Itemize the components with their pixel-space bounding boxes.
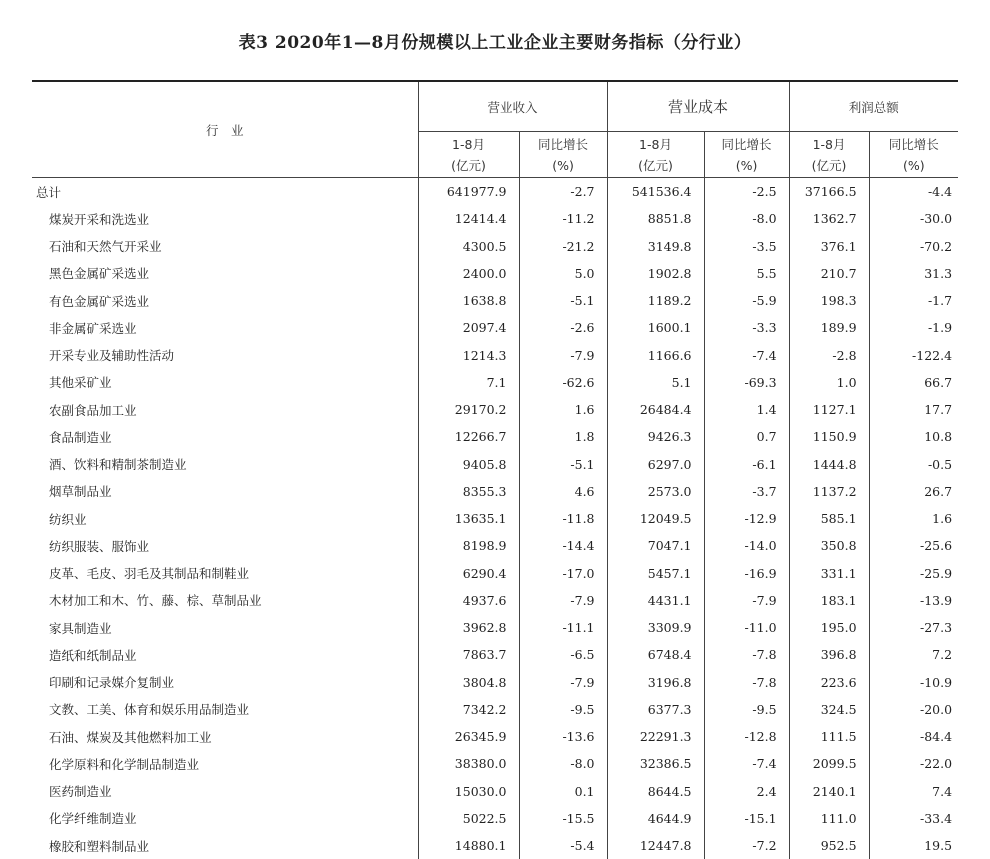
profit-growth-cell: 7.2 [869, 641, 958, 668]
industry-name: 造纸和纸制品业 [32, 641, 418, 668]
header-revenue-growth: 同比增长 (%) [519, 132, 607, 178]
profit-value-cell: 2099.5 [789, 750, 869, 777]
profit-value-cell: 195.0 [789, 614, 869, 641]
cost-value-cell: 6748.4 [607, 641, 704, 668]
profit-growth-cell: -22.0 [869, 750, 958, 777]
industry-name: 开采专业及辅助性活动 [32, 342, 418, 369]
cost-growth-cell: 5.5 [704, 260, 789, 287]
profit-value-cell: 1137.2 [789, 478, 869, 505]
revenue-growth-cell: -62.6 [519, 369, 607, 396]
revenue-value-cell: 8198.9 [418, 532, 519, 559]
table-row [32, 260, 958, 287]
table-row [32, 669, 958, 696]
cost-growth-cell: -3.3 [704, 314, 789, 341]
cost-value-cell: 9426.3 [607, 423, 704, 450]
profit-value-cell: 2140.1 [789, 778, 869, 805]
industry-name: 化学纤维制造业 [32, 805, 418, 832]
table-row [32, 205, 958, 232]
industry-name: 石油、煤炭及其他燃料加工业 [32, 723, 418, 750]
cost-growth-cell: -2.5 [704, 178, 789, 206]
revenue-growth-cell: -21.2 [519, 233, 607, 260]
revenue-value-cell: 2097.4 [418, 314, 519, 341]
revenue-growth-cell: -17.0 [519, 560, 607, 587]
table-row [32, 342, 958, 369]
cost-value-cell: 6297.0 [607, 451, 704, 478]
cost-value-cell: 4644.9 [607, 805, 704, 832]
revenue-value-cell: 26345.9 [418, 723, 519, 750]
revenue-value-cell: 4300.5 [418, 233, 519, 260]
table-row [32, 314, 958, 341]
revenue-value-cell: 29170.2 [418, 396, 519, 423]
industry-name: 化学原料和化学制品制造业 [32, 750, 418, 777]
cost-value-cell: 22291.3 [607, 723, 704, 750]
cost-growth-cell: 1.4 [704, 396, 789, 423]
industry-name: 煤炭开采和洗选业 [32, 205, 418, 232]
table-row [32, 396, 958, 423]
revenue-value-cell: 5022.5 [418, 805, 519, 832]
industry-name: 纺织服装、服饰业 [32, 532, 418, 559]
revenue-value-cell: 2400.0 [418, 260, 519, 287]
industry-name: 皮革、毛皮、羽毛及其制品和制鞋业 [32, 560, 418, 587]
profit-value-cell: 210.7 [789, 260, 869, 287]
industry-name: 纺织业 [32, 505, 418, 532]
profit-value-cell: -2.8 [789, 342, 869, 369]
revenue-growth-cell: 0.1 [519, 778, 607, 805]
cost-value-cell: 8851.8 [607, 205, 704, 232]
cost-value-cell: 3149.8 [607, 233, 704, 260]
profit-value-cell: 376.1 [789, 233, 869, 260]
header-cost-value: 1-8月 (亿元) [607, 132, 704, 178]
revenue-value-cell: 4937.6 [418, 587, 519, 614]
cost-growth-cell: -7.4 [704, 342, 789, 369]
cost-value-cell: 3309.9 [607, 614, 704, 641]
profit-growth-cell: 26.7 [869, 478, 958, 505]
table-title: 表3 2020年1—8月份规模以上工业企业主要财务指标（分行业） [0, 28, 990, 53]
cost-value-cell: 12447.8 [607, 832, 704, 859]
header-row-groups [32, 82, 958, 132]
profit-growth-cell: -70.2 [869, 233, 958, 260]
profit-growth-cell: 1.6 [869, 505, 958, 532]
profit-growth-cell: -1.7 [869, 287, 958, 314]
revenue-value-cell: 38380.0 [418, 750, 519, 777]
table-row [32, 723, 958, 750]
table-row [32, 532, 958, 559]
table-row [32, 587, 958, 614]
industry-name: 非金属矿采选业 [32, 314, 418, 341]
revenue-growth-cell: -5.4 [519, 832, 607, 859]
table-row [32, 696, 958, 723]
profit-value-cell: 1444.8 [789, 451, 869, 478]
cost-growth-cell: -3.5 [704, 233, 789, 260]
header-profit-value: 1-8月 (亿元) [789, 132, 869, 178]
revenue-growth-cell: 5.0 [519, 260, 607, 287]
revenue-value-cell: 3804.8 [418, 669, 519, 696]
table-row [32, 287, 958, 314]
cost-value-cell: 6377.3 [607, 696, 704, 723]
table-row [32, 832, 958, 859]
table-body [32, 178, 958, 859]
revenue-value-cell: 7863.7 [418, 641, 519, 668]
industry-name: 印刷和记录媒介复制业 [32, 669, 418, 696]
industry-name: 烟草制品业 [32, 478, 418, 505]
profit-growth-cell: -84.4 [869, 723, 958, 750]
profit-growth-cell: -25.9 [869, 560, 958, 587]
cost-growth-cell: -6.1 [704, 451, 789, 478]
table-row [32, 478, 958, 505]
table-row [32, 451, 958, 478]
cost-value-cell: 4431.1 [607, 587, 704, 614]
industry-name: 总计 [32, 178, 418, 206]
cost-value-cell: 1189.2 [607, 287, 704, 314]
revenue-value-cell: 7342.2 [418, 696, 519, 723]
industry-name: 家具制造业 [32, 614, 418, 641]
profit-growth-cell: 66.7 [869, 369, 958, 396]
profit-value-cell: 1362.7 [789, 205, 869, 232]
cost-value-cell: 12049.5 [607, 505, 704, 532]
cost-value-cell: 541536.4 [607, 178, 704, 206]
profit-value-cell: 1.0 [789, 369, 869, 396]
profit-value-cell: 350.8 [789, 532, 869, 559]
profit-value-cell: 111.5 [789, 723, 869, 750]
industry-name: 文教、工美、体育和娱乐用品制造业 [32, 696, 418, 723]
cost-growth-cell: -14.0 [704, 532, 789, 559]
cost-growth-cell: -9.5 [704, 696, 789, 723]
cost-growth-cell: -16.9 [704, 560, 789, 587]
cost-growth-cell: -7.4 [704, 750, 789, 777]
header-profit-growth: 同比增长 (%) [869, 132, 958, 178]
profit-value-cell: 585.1 [789, 505, 869, 532]
profit-growth-cell: -13.9 [869, 587, 958, 614]
revenue-value-cell: 7.1 [418, 369, 519, 396]
cost-value-cell: 5457.1 [607, 560, 704, 587]
revenue-value-cell: 1638.8 [418, 287, 519, 314]
cost-value-cell: 26484.4 [607, 396, 704, 423]
revenue-growth-cell: -7.9 [519, 669, 607, 696]
cost-value-cell: 1902.8 [607, 260, 704, 287]
revenue-growth-cell: -8.0 [519, 750, 607, 777]
cost-growth-cell: 2.4 [704, 778, 789, 805]
cost-value-cell: 7047.1 [607, 532, 704, 559]
profit-value-cell: 183.1 [789, 587, 869, 614]
profit-value-cell: 37166.5 [789, 178, 869, 206]
profit-growth-cell: -25.6 [869, 532, 958, 559]
table-row [32, 178, 958, 206]
cost-growth-cell: -7.2 [704, 832, 789, 859]
table-row [32, 233, 958, 260]
industry-name: 食品制造业 [32, 423, 418, 450]
cost-value-cell: 1166.6 [607, 342, 704, 369]
revenue-value-cell: 9405.8 [418, 451, 519, 478]
cost-growth-cell: -7.8 [704, 669, 789, 696]
profit-growth-cell: -33.4 [869, 805, 958, 832]
profit-value-cell: 189.9 [789, 314, 869, 341]
profit-value-cell: 324.5 [789, 696, 869, 723]
revenue-value-cell: 15030.0 [418, 778, 519, 805]
profit-growth-cell: 19.5 [869, 832, 958, 859]
revenue-growth-cell: -7.9 [519, 587, 607, 614]
revenue-growth-cell: -2.7 [519, 178, 607, 206]
table-row [32, 778, 958, 805]
cost-growth-cell: -7.9 [704, 587, 789, 614]
industry-name: 黑色金属矿采选业 [32, 260, 418, 287]
cost-growth-cell: -15.1 [704, 805, 789, 832]
profit-value-cell: 1150.9 [789, 423, 869, 450]
revenue-value-cell: 14880.1 [418, 832, 519, 859]
header-revenue: 营业收入 [418, 82, 607, 132]
revenue-growth-cell: -13.6 [519, 723, 607, 750]
financial-indicators-table [32, 82, 958, 859]
cost-growth-cell: 0.7 [704, 423, 789, 450]
revenue-value-cell: 12266.7 [418, 423, 519, 450]
table-row [32, 614, 958, 641]
header-revenue-value: 1-8月 (亿元) [418, 132, 519, 178]
revenue-value-cell: 8355.3 [418, 478, 519, 505]
header-cost: 营业成本 [607, 82, 789, 132]
cost-value-cell: 1600.1 [607, 314, 704, 341]
profit-growth-cell: 31.3 [869, 260, 958, 287]
cost-growth-cell: -69.3 [704, 369, 789, 396]
cost-growth-cell: -11.0 [704, 614, 789, 641]
cost-growth-cell: -12.9 [704, 505, 789, 532]
header-profit: 利润总额 [789, 82, 958, 132]
table-row [32, 369, 958, 396]
profit-growth-cell: -1.9 [869, 314, 958, 341]
cost-growth-cell: -12.8 [704, 723, 789, 750]
profit-growth-cell: -30.0 [869, 205, 958, 232]
revenue-growth-cell: -7.9 [519, 342, 607, 369]
industry-name: 石油和天然气开采业 [32, 233, 418, 260]
profit-value-cell: 331.1 [789, 560, 869, 587]
revenue-growth-cell: -6.5 [519, 641, 607, 668]
revenue-growth-cell: -11.1 [519, 614, 607, 641]
revenue-growth-cell: 1.8 [519, 423, 607, 450]
profit-value-cell: 1127.1 [789, 396, 869, 423]
table-row [32, 805, 958, 832]
header-cost-growth: 同比增长 (%) [704, 132, 789, 178]
profit-value-cell: 198.3 [789, 287, 869, 314]
industry-name: 有色金属矿采选业 [32, 287, 418, 314]
table-row [32, 560, 958, 587]
profit-growth-cell: 10.8 [869, 423, 958, 450]
revenue-growth-cell: -11.8 [519, 505, 607, 532]
industry-name: 其他采矿业 [32, 369, 418, 396]
revenue-value-cell: 6290.4 [418, 560, 519, 587]
cost-value-cell: 8644.5 [607, 778, 704, 805]
table-row [32, 750, 958, 777]
profit-value-cell: 223.6 [789, 669, 869, 696]
cost-value-cell: 5.1 [607, 369, 704, 396]
table-row [32, 423, 958, 450]
cost-value-cell: 2573.0 [607, 478, 704, 505]
profit-growth-cell: -0.5 [869, 451, 958, 478]
revenue-growth-cell: 1.6 [519, 396, 607, 423]
revenue-growth-cell: -11.2 [519, 205, 607, 232]
profit-value-cell: 396.8 [789, 641, 869, 668]
revenue-growth-cell: -5.1 [519, 287, 607, 314]
header-industry: 行 业 [32, 82, 418, 178]
profit-growth-cell: -27.3 [869, 614, 958, 641]
profit-growth-cell: 7.4 [869, 778, 958, 805]
industry-name: 木材加工和木、竹、藤、棕、草制品业 [32, 587, 418, 614]
revenue-value-cell: 1214.3 [418, 342, 519, 369]
revenue-growth-cell: -14.4 [519, 532, 607, 559]
cost-value-cell: 32386.5 [607, 750, 704, 777]
profit-growth-cell: -20.0 [869, 696, 958, 723]
industry-name: 酒、饮料和精制茶制造业 [32, 451, 418, 478]
industry-name: 农副食品加工业 [32, 396, 418, 423]
revenue-growth-cell: -5.1 [519, 451, 607, 478]
profit-growth-cell: 17.7 [869, 396, 958, 423]
revenue-value-cell: 12414.4 [418, 205, 519, 232]
revenue-growth-cell: 4.6 [519, 478, 607, 505]
industry-name: 医药制造业 [32, 778, 418, 805]
revenue-value-cell: 13635.1 [418, 505, 519, 532]
table-row [32, 641, 958, 668]
revenue-growth-cell: -2.6 [519, 314, 607, 341]
revenue-value-cell: 3962.8 [418, 614, 519, 641]
cost-growth-cell: -8.0 [704, 205, 789, 232]
revenue-growth-cell: -15.5 [519, 805, 607, 832]
profit-value-cell: 952.5 [789, 832, 869, 859]
profit-growth-cell: -10.9 [869, 669, 958, 696]
profit-growth-cell: -4.4 [869, 178, 958, 206]
table-row [32, 505, 958, 532]
cost-growth-cell: -5.9 [704, 287, 789, 314]
revenue-value-cell: 641977.9 [418, 178, 519, 206]
profit-growth-cell: -122.4 [869, 342, 958, 369]
cost-value-cell: 3196.8 [607, 669, 704, 696]
cost-growth-cell: -3.7 [704, 478, 789, 505]
industry-name: 橡胶和塑料制品业 [32, 832, 418, 859]
cost-growth-cell: -7.8 [704, 641, 789, 668]
revenue-growth-cell: -9.5 [519, 696, 607, 723]
profit-value-cell: 111.0 [789, 805, 869, 832]
